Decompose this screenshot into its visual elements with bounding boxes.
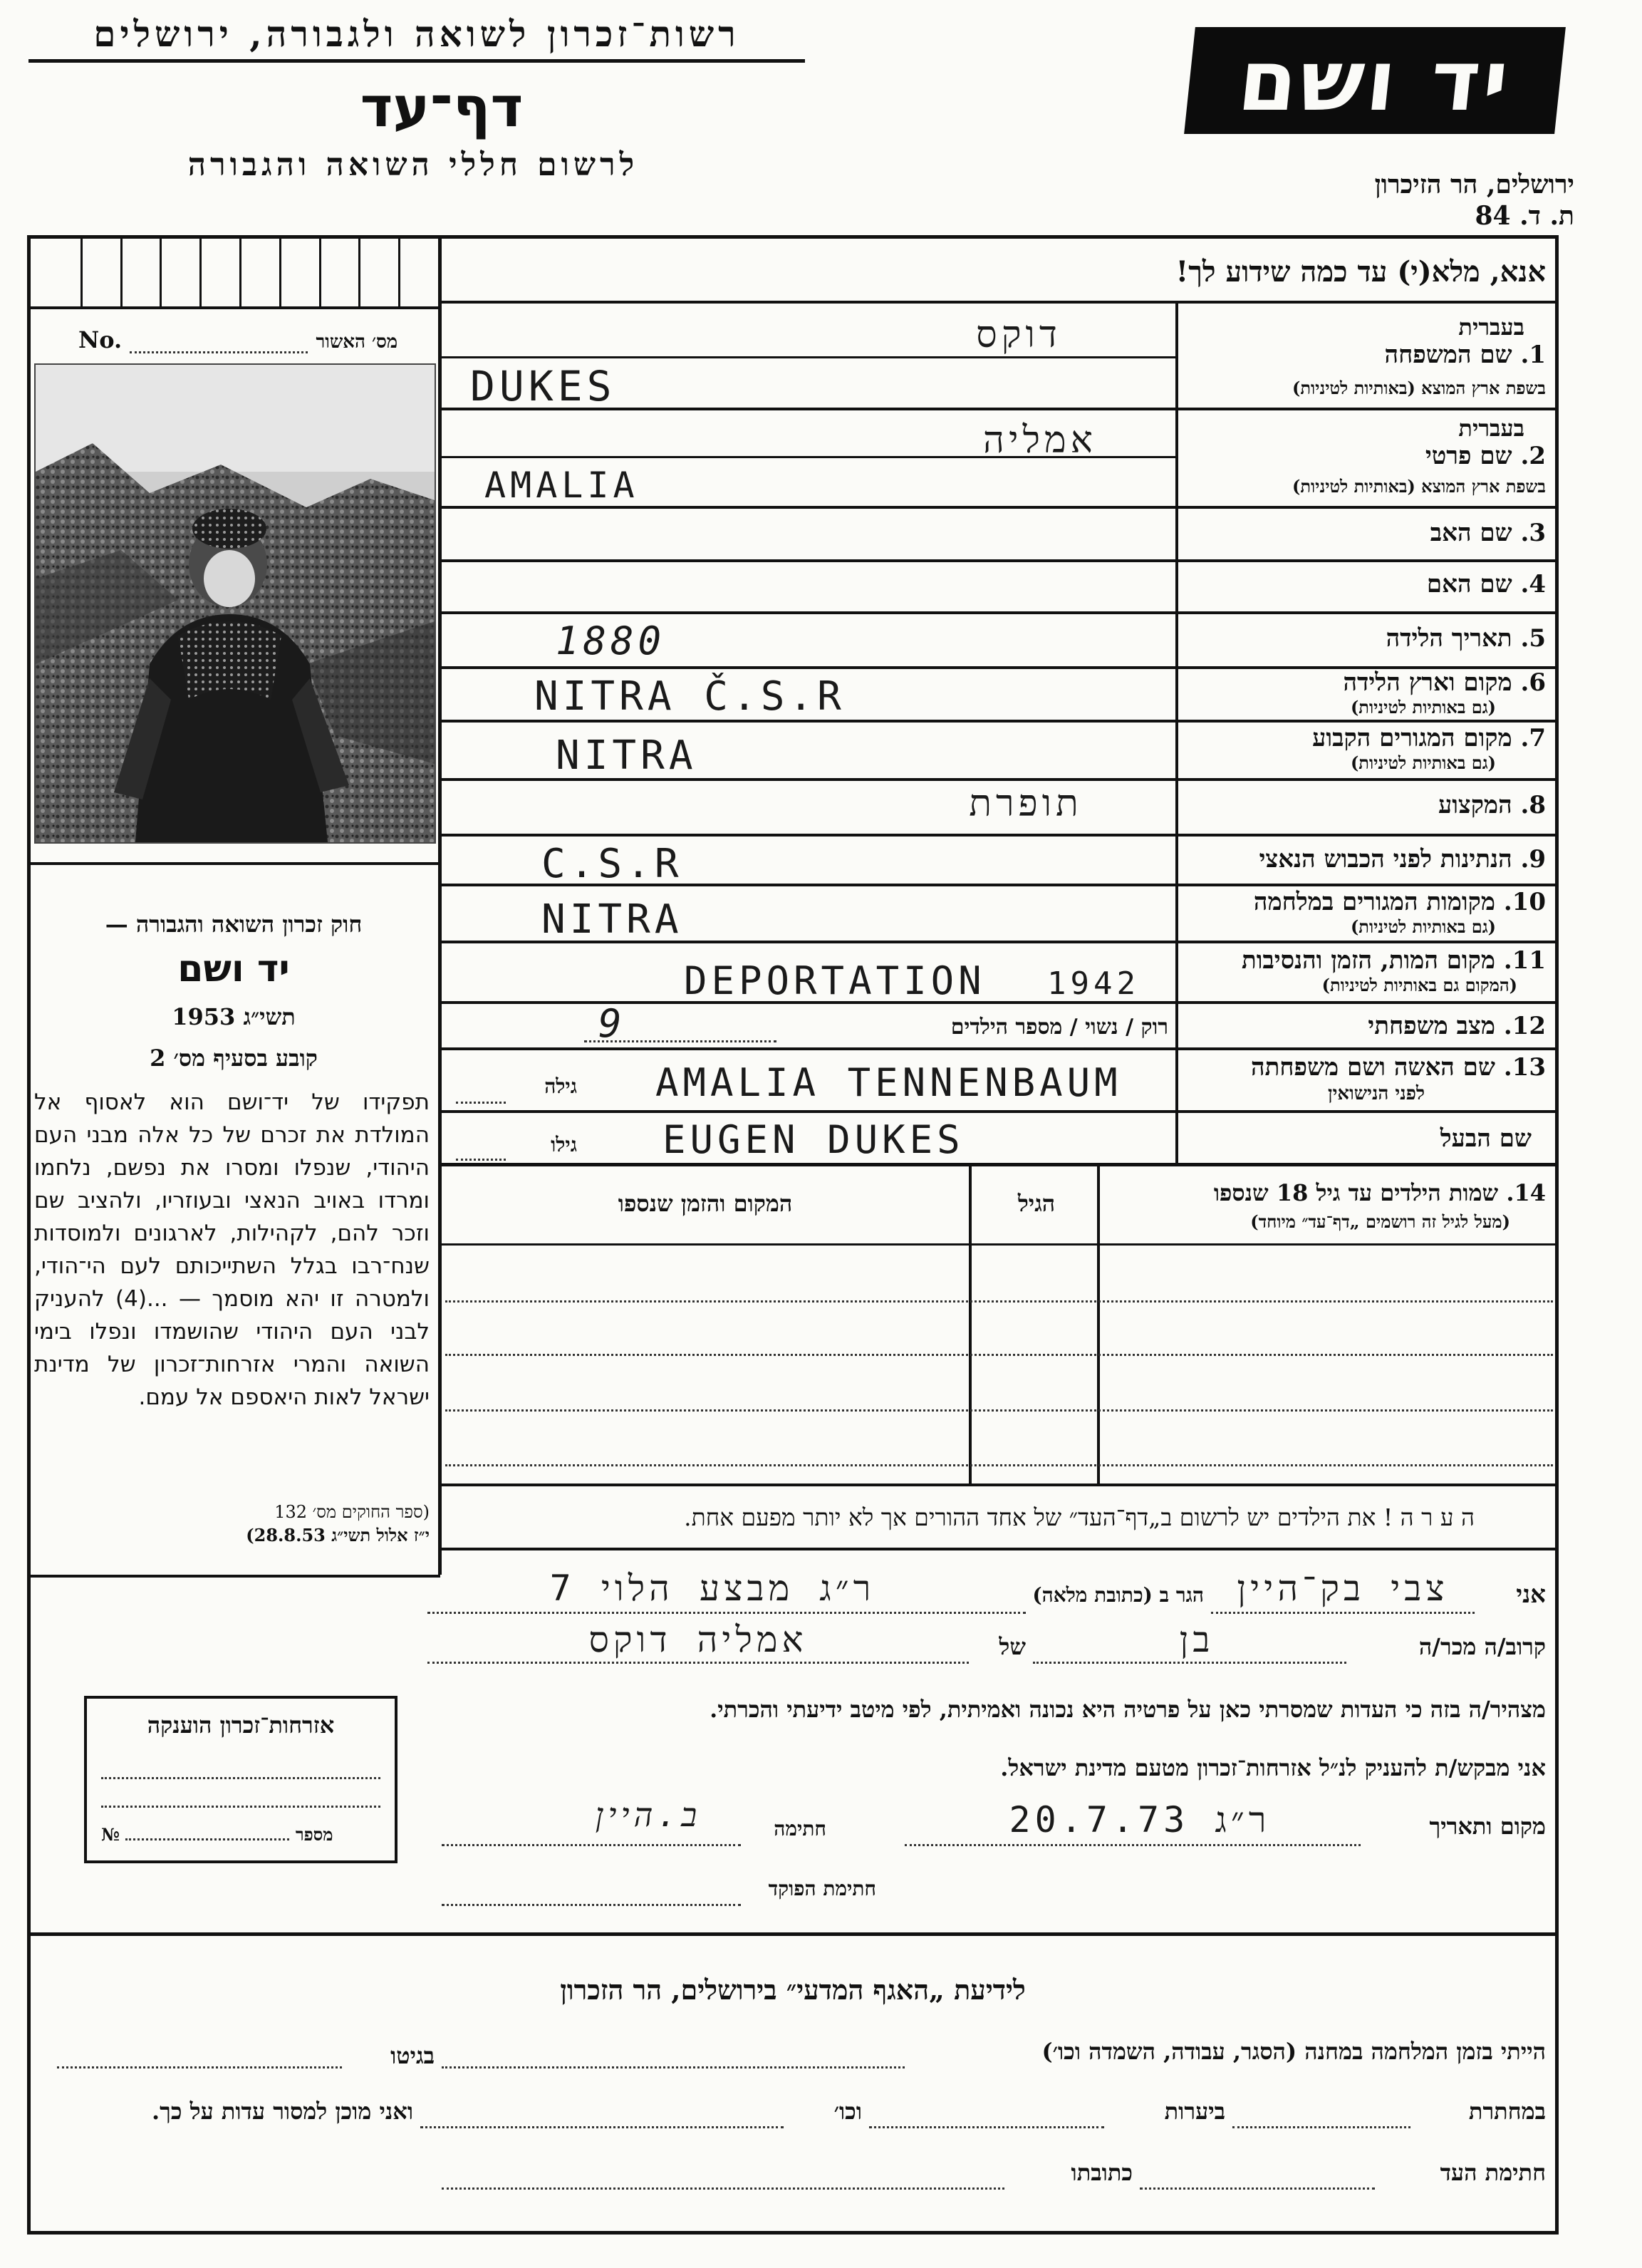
ghetto-label: בגיטו <box>390 2042 435 2069</box>
field-9-label <box>1183 845 1546 874</box>
field-4-number: 4. <box>1520 570 1546 599</box>
law-reference-2: י״ז אלול תשי״ג 28.8.53) <box>246 1525 430 1545</box>
field-3-name: שם האב <box>1430 519 1512 547</box>
victim-photo <box>34 363 436 844</box>
field-8-name: המקצוע <box>1438 791 1512 819</box>
witness-address-line <box>442 2187 1004 2190</box>
wife-age-label: גילה <box>544 1075 577 1098</box>
field-1-label <box>1183 341 1546 369</box>
footer-title: לידיעת „האגף המדעי״ בירושלים, הר הזכרון <box>560 1974 1026 2006</box>
witness-address-label: כתובתו <box>1071 2159 1133 2186</box>
authority-title: רשות־זכרון לשואה ולגבורה, ירושלים <box>28 13 805 63</box>
of-value[interactable]: אמליה דוקס <box>588 1619 808 1660</box>
divider <box>27 1575 440 1578</box>
etc-line <box>420 2126 784 2128</box>
of-label: של <box>999 1633 1026 1660</box>
field-1-name: שם המשפחה <box>1384 341 1512 369</box>
approval-label: מס׳ האשור <box>316 331 398 353</box>
divider <box>27 306 440 309</box>
field-2-value-hebrew[interactable]: אמליה <box>983 419 1097 462</box>
number-label: מספר <box>295 1824 333 1845</box>
place-date-line <box>905 1844 1361 1846</box>
field-12-status-options: רוק / נשוי / מספר הילדים <box>950 1015 1168 1040</box>
field-5-label <box>1183 624 1546 653</box>
etc-label: וכו׳ <box>833 2098 862 2125</box>
law-title: חוק זכרון השואה והגבורה — <box>105 911 363 938</box>
field-2-value[interactable]: AMALIA <box>484 465 639 506</box>
instruction: אנא, מלא(י) עד כמה שידוע לך! <box>1175 255 1546 289</box>
form-title: דף־עד <box>360 76 524 140</box>
divider <box>440 720 1559 723</box>
divider <box>440 506 1559 509</box>
signature-label: חתימה <box>774 1817 826 1840</box>
field-7-value[interactable]: NITRA <box>556 732 697 779</box>
field-13-label <box>1183 1053 1546 1082</box>
field-4-label <box>1183 570 1546 599</box>
signature-line <box>442 1844 741 1846</box>
field-3-label <box>1183 519 1546 547</box>
po-box: ת. ד. 84 <box>1475 201 1574 231</box>
divider <box>440 834 1559 837</box>
field-3-value[interactable] <box>484 517 1126 552</box>
field-13-number: 13. <box>1503 1053 1546 1082</box>
code-boxes <box>43 239 438 306</box>
children-row[interactable] <box>445 1464 1553 1466</box>
field-2-number: 2. <box>1520 442 1546 470</box>
children-col-place: המקום והזמן שנספו <box>618 1190 793 1217</box>
children-header-line <box>440 1243 1559 1246</box>
field-5-name: תאריך הלידה <box>1386 624 1512 653</box>
relative-value[interactable]: בן <box>1179 1619 1215 1660</box>
logo-text: יד ושם <box>1234 31 1516 130</box>
underground-line <box>1232 2126 1410 2128</box>
divider <box>440 1110 1559 1113</box>
citizenship-line <box>101 1777 380 1779</box>
divider <box>440 1163 1559 1166</box>
field-1-hebrew-tag: בעברית <box>1458 314 1524 341</box>
children-col-age: הגיל <box>1017 1190 1056 1217</box>
field-3-number: 3. <box>1520 519 1546 547</box>
field-7-label <box>1183 724 1546 752</box>
field-10-sub: (גם באותיות לטיניות) <box>1350 916 1496 937</box>
field-11-sub: (המקום גם באותיות לטיניות) <box>1321 975 1517 995</box>
form-subtitle: לרשום חללי השואה והגבורה <box>187 147 639 183</box>
field-12-name: מצב משפחתי <box>1368 1012 1495 1040</box>
citizenship-line <box>101 1806 380 1808</box>
divider <box>440 611 1559 614</box>
field-14-number: 14. <box>1506 1179 1546 1206</box>
underground-label: במחתרת <box>1468 2098 1546 2125</box>
field-10-name: מקומות המגורים במלחמה <box>1253 888 1495 916</box>
field-11-label <box>1183 946 1546 975</box>
witness-signature-label: חתימת העד <box>1440 2159 1546 2186</box>
field-11-name: מקום המות, הזמן והנסיבות <box>1241 946 1495 975</box>
field-12-children-value[interactable]: 9 <box>598 1001 626 1046</box>
law-name: יד ושם <box>177 948 290 990</box>
declaration-statement: מצהיר/ה בזה כי העדות שמסרתי כאן על פרטיה היא נכונה ואמיתית, לפי מיטב ידיעתי והכרתי. <box>710 1696 1546 1723</box>
relative-line <box>1033 1662 1346 1664</box>
divider <box>440 559 1559 562</box>
field-11-number: 11. <box>1503 946 1546 975</box>
field-12-label <box>1183 1012 1546 1040</box>
divider <box>27 862 440 865</box>
children-row[interactable] <box>445 1300 1553 1303</box>
place-date-value[interactable]: ר״ג 20.7.73 <box>1009 1799 1271 1840</box>
field-11-value[interactable]: DEPORTATION <box>684 958 986 1003</box>
field-6-sub: (גם באותיות לטיניות) <box>1350 697 1496 718</box>
field-13-name: שם האשה ושם משפחתה <box>1251 1053 1495 1082</box>
field-14-label <box>1104 1179 1546 1206</box>
law-year: תשי״ג 1953 <box>172 1003 296 1030</box>
place-date-label: מקום ותאריך <box>1429 1813 1546 1840</box>
number-sign: № <box>101 1824 120 1845</box>
law-reference-1: (ספר החוקים מס׳ 132 <box>274 1502 430 1522</box>
label-column-border <box>1175 301 1178 1163</box>
ready-label: ואני מוכן למסור עדות על כך. <box>151 2098 413 2125</box>
residing-label: הגר ב (כתובת מלאה) <box>1032 1583 1204 1607</box>
field-7-number: 7. <box>1520 724 1546 752</box>
field-2-label <box>1183 442 1546 470</box>
field-2-hebrew-tag: בעברית <box>1458 415 1524 442</box>
residing-value[interactable]: ר״ג מבצע הלוי 7 <box>549 1568 875 1609</box>
children-row[interactable] <box>445 1409 1553 1412</box>
field-14-name: שמות הילדים עד גיל 18 שנספו <box>1213 1179 1499 1206</box>
field-4-value[interactable] <box>484 569 1126 604</box>
field-11-year[interactable]: 1942 <box>1047 965 1140 1002</box>
field-5-number: 5. <box>1520 624 1546 653</box>
citizenship-request: אני מבקש/ת להעניק לנ״ל אזרחות־זכרון מטעם מדינת ישראל. <box>1000 1754 1546 1781</box>
divider <box>440 1483 1559 1486</box>
children-note: ה ע ר ה ! את הילדים יש לרשום ב„דף־העד״ של אחד ההורים אך לא יותר מפעם אחת. <box>684 1503 1475 1531</box>
field-9-value[interactable]: C.S.R <box>541 841 683 887</box>
citizenship-number <box>101 1824 380 1845</box>
declarant-label: אני <box>1516 1580 1546 1609</box>
citizenship-title: אזרחות־זכרון הוענקה <box>147 1712 335 1739</box>
camp-line <box>442 2066 905 2068</box>
declarant-line <box>1211 1612 1475 1614</box>
forests-line <box>869 2126 1104 2128</box>
approval-number <box>78 326 427 353</box>
law-text: תפקידו של יד־ושם הוא לאסוף אל המולדת את זכרם של כל אלה מבני העם היהודי, שנפלו ומסרו את נפשם, נלחמו ומרדו באויב הנאצי ובעוזריו, ולהציב שם וזכר להם, לקהילות, לארגונים ולמוסדות שנח־רבו בגלל השתייכותם לעם הי־הודי, ולמטרה זו יהא מוסמך — ...(4) להעניק לבני העם היהודי שהושמדו ונפלו בימי השואה והמרי אזרחות־זכרון של מדינת ישראל לאות היאספם אל עמם. <box>34 1089 430 1410</box>
officer-signature-line <box>442 1904 741 1906</box>
husband-age-line <box>456 1159 506 1161</box>
field-2-name: שם פרטי <box>1425 442 1512 470</box>
husband-label: שם הבעל <box>1440 1124 1532 1153</box>
field-13-sub: לפני הנישואין <box>1327 1083 1425 1104</box>
field-1-value-hebrew[interactable]: דוקס <box>976 314 1061 356</box>
field-5-value[interactable]: 1880 <box>556 618 666 663</box>
field-6-number: 6. <box>1520 668 1546 697</box>
divider <box>27 1932 1559 1936</box>
children-col-border <box>969 1166 972 1486</box>
field-8-label <box>1183 791 1546 819</box>
field-8-number: 8. <box>1520 791 1546 819</box>
field-2-sub: בשפת ארץ המוצא (באותיות לטיניות) <box>1292 476 1546 497</box>
field-10-number: 10. <box>1503 888 1546 916</box>
field-8-value[interactable]: תופרת <box>969 782 1083 825</box>
relative-label: קרוב/ה מכר/ה <box>1418 1633 1546 1660</box>
camp-line-label: הייתי בזמן המלחמה במחנה (הסגר, עבודה, השמדה וכו׳) <box>1041 2038 1546 2065</box>
forests-label: ביערות <box>1164 2098 1225 2125</box>
field-7-sub: (גם באותיות לטיניות) <box>1350 752 1496 773</box>
wife-age-line <box>456 1102 506 1104</box>
field-6-name: מקום וארץ הלידה <box>1343 668 1512 697</box>
law-section: קובע בסעיף מס׳ 2 <box>150 1045 318 1072</box>
officer-signature-label: חתימת הפוקד <box>768 1877 876 1900</box>
citizenship-box <box>84 1696 397 1863</box>
divider <box>440 301 1559 304</box>
husband-value[interactable]: EUGEN DUKES <box>662 1117 965 1162</box>
residing-line <box>427 1612 1026 1614</box>
field-10-label <box>1183 888 1546 916</box>
field-4-name: שם האם <box>1426 570 1512 599</box>
field-1-sub: בשפת ארץ המוצא (באותיות לטיניות) <box>1292 378 1546 398</box>
field-9-name: הנתינות לפני הכבוש הנאצי <box>1259 845 1512 874</box>
husband-age-label: גילו <box>551 1133 577 1156</box>
signature-value[interactable]: ב.היין <box>595 1796 702 1834</box>
divider <box>440 1047 1559 1050</box>
field-12-number: 12. <box>1503 1012 1546 1040</box>
divider <box>440 1548 1559 1550</box>
yad-vashem-logo <box>1184 27 1566 134</box>
field-6-label <box>1183 668 1546 697</box>
of-line <box>427 1662 969 1664</box>
witness-signature-line <box>1140 2187 1375 2190</box>
field-13-value[interactable]: AMALIA TENNENBAUM <box>655 1060 1122 1105</box>
field-9-number: 9. <box>1520 845 1546 874</box>
declarant-value[interactable]: צבי בק־היין <box>1237 1568 1449 1609</box>
approval-no: No. <box>78 326 123 353</box>
field-6-value[interactable]: NITRA Č.S.R <box>534 673 846 720</box>
field-1-value[interactable]: DUKES <box>470 362 616 410</box>
field-14-sub: (מעל לגיל זה רושמים „דף־עד״ מיוחד) <box>1250 1211 1510 1232</box>
divider <box>440 356 1175 358</box>
address: ירושלים, הר הזיכרון <box>1374 170 1574 200</box>
children-row[interactable] <box>445 1354 1553 1356</box>
left-column-border <box>438 235 442 1575</box>
field-7-name: מקום המגורים הקבוע <box>1312 724 1512 752</box>
field-10-value[interactable]: NITRA <box>541 896 683 943</box>
children-col-border <box>1097 1166 1100 1486</box>
field-1-number: 1. <box>1520 341 1546 369</box>
ghetto-line <box>57 2066 342 2068</box>
